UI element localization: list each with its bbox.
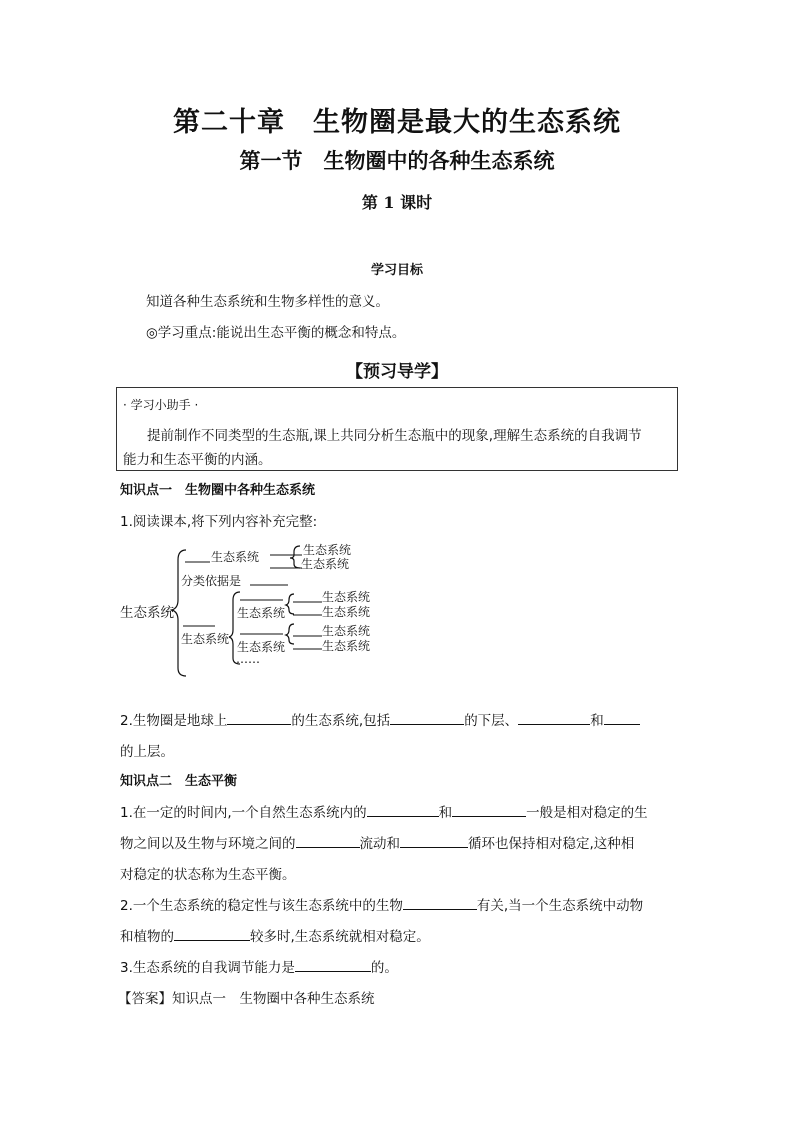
answer-text: 知识点一 生物圈中各种生态系统 bbox=[172, 991, 375, 1007]
objectives-heading: 学习目标 bbox=[370, 263, 423, 278]
helper-line-1: 提前制作不同类型的生态瓶,课上共同分析生态瓶中的现象,理解生态系统的自我调节 bbox=[147, 428, 642, 444]
helper-line-2: 能力和生态平衡的内涵。 bbox=[123, 452, 272, 468]
kp2-q1-text-e: 流动和 bbox=[359, 836, 400, 852]
blank[interactable] bbox=[295, 957, 371, 972]
diagram-branch2-sub-1: 生态系统 bbox=[322, 590, 371, 604]
kp1-q2-text-e: 的上层。 bbox=[120, 744, 174, 760]
kp2-question-1-line-1 bbox=[120, 801, 648, 821]
kp2-q1-text-f: 循环也保持相对稳定,这种相 bbox=[468, 836, 635, 852]
section-title: 第一节 生物圈中的各种生态系统 bbox=[239, 148, 555, 173]
kp2-q2-text-b: 有关,当一个生态系统中动物 bbox=[476, 898, 644, 914]
kp2-question-2-line-2 bbox=[120, 925, 430, 945]
diagram-branch1-label: 生态系统 bbox=[211, 550, 260, 564]
blank[interactable] bbox=[452, 802, 526, 817]
kp2-q3-text-b: 的。 bbox=[370, 960, 398, 976]
diagram-branch2-sub-4: 生态系统 bbox=[322, 639, 371, 653]
kp2-question-1-line-2 bbox=[120, 832, 634, 852]
kp2-q1-text-d: 物之间以及生物与环境之间的 bbox=[120, 836, 296, 852]
kp1-q2-text-a: 2.生物圈是地球上 bbox=[120, 713, 228, 729]
blank[interactable] bbox=[518, 710, 590, 725]
answer-line bbox=[118, 987, 375, 1007]
kp2-question-2-line-1 bbox=[120, 894, 643, 914]
kp2-q2-text-c: 和植物的 bbox=[120, 929, 174, 945]
diagram-root: 生态系统 bbox=[120, 605, 174, 621]
blank[interactable] bbox=[390, 710, 464, 725]
blank[interactable] bbox=[604, 710, 640, 725]
diagram-branch2-sub-2: 生态系统 bbox=[322, 605, 371, 619]
objective-item-2: ◎学习重点:能说出生态平衡的概念和特点。 bbox=[146, 325, 406, 341]
kp2-q1-text-g: 对稳定的状态称为生态平衡。 bbox=[120, 867, 296, 883]
kp2-q1-text-a: 1.在一定的时间内,一个自然生态系统内的 bbox=[120, 805, 367, 821]
kp1-q2-text-d: 和 bbox=[590, 713, 604, 729]
diagram-branch2-item-2: 生态系统 bbox=[237, 640, 286, 654]
lesson-title: 第 1 课时 bbox=[361, 193, 433, 212]
diagram-branch2-item-1: 生态系统 bbox=[237, 606, 286, 620]
objective-item-1: 知道各种生态系统和生物多样性的意义。 bbox=[146, 294, 389, 310]
kp2-q3-text-a: 3.生态系统的自我调节能力是 bbox=[120, 960, 295, 976]
kp1-question-1: 1.阅读课本,将下列内容补充完整: bbox=[120, 514, 318, 530]
kp2-q2-text-a: 2.一个生态系统的稳定性与该生态系统中的生物 bbox=[120, 898, 403, 914]
kp2-question-3 bbox=[120, 956, 398, 976]
blank[interactable] bbox=[174, 926, 250, 941]
kp1-heading: 知识点一 生物圈中各种生态系统 bbox=[120, 483, 316, 498]
blank[interactable] bbox=[367, 802, 439, 817]
diagram-branch1-sub-2: 生态系统 bbox=[301, 557, 350, 571]
kp2-q2-text-d: 较多时,生态系统就相对稳定。 bbox=[250, 929, 430, 945]
preview-heading: 【预习导学】 bbox=[346, 362, 448, 382]
answer-label: 【答案】 bbox=[118, 991, 172, 1007]
blank[interactable] bbox=[400, 833, 468, 848]
diagram-basis: 分类依据是 bbox=[181, 574, 242, 588]
kp2-q1-text-b: 和 bbox=[438, 805, 453, 821]
chapter-title: 第二十章 生物圈是最大的生态系统 bbox=[173, 107, 621, 138]
diagram-ellipsis: …… bbox=[236, 652, 260, 666]
blank[interactable] bbox=[296, 833, 360, 848]
blank[interactable] bbox=[403, 895, 477, 910]
helper-title: · 学习小助手 · bbox=[123, 398, 199, 412]
diagram-branch2-sub-3: 生态系统 bbox=[322, 624, 371, 638]
kp1-q2-text-c: 的下层、 bbox=[464, 713, 519, 729]
kp1-question-2-line-1 bbox=[120, 709, 640, 729]
diagram-branch1-sub-1: 生态系统 bbox=[303, 543, 352, 557]
kp1-q2-text-b: 的生态系统,包括 bbox=[291, 713, 391, 729]
kp2-q1-text-c: 一般是相对稳定的生 bbox=[526, 805, 648, 821]
kp2-heading: 知识点二 生态平衡 bbox=[120, 774, 238, 789]
blank[interactable] bbox=[227, 710, 291, 725]
diagram-branch2-label: 生态系统 bbox=[181, 632, 230, 646]
